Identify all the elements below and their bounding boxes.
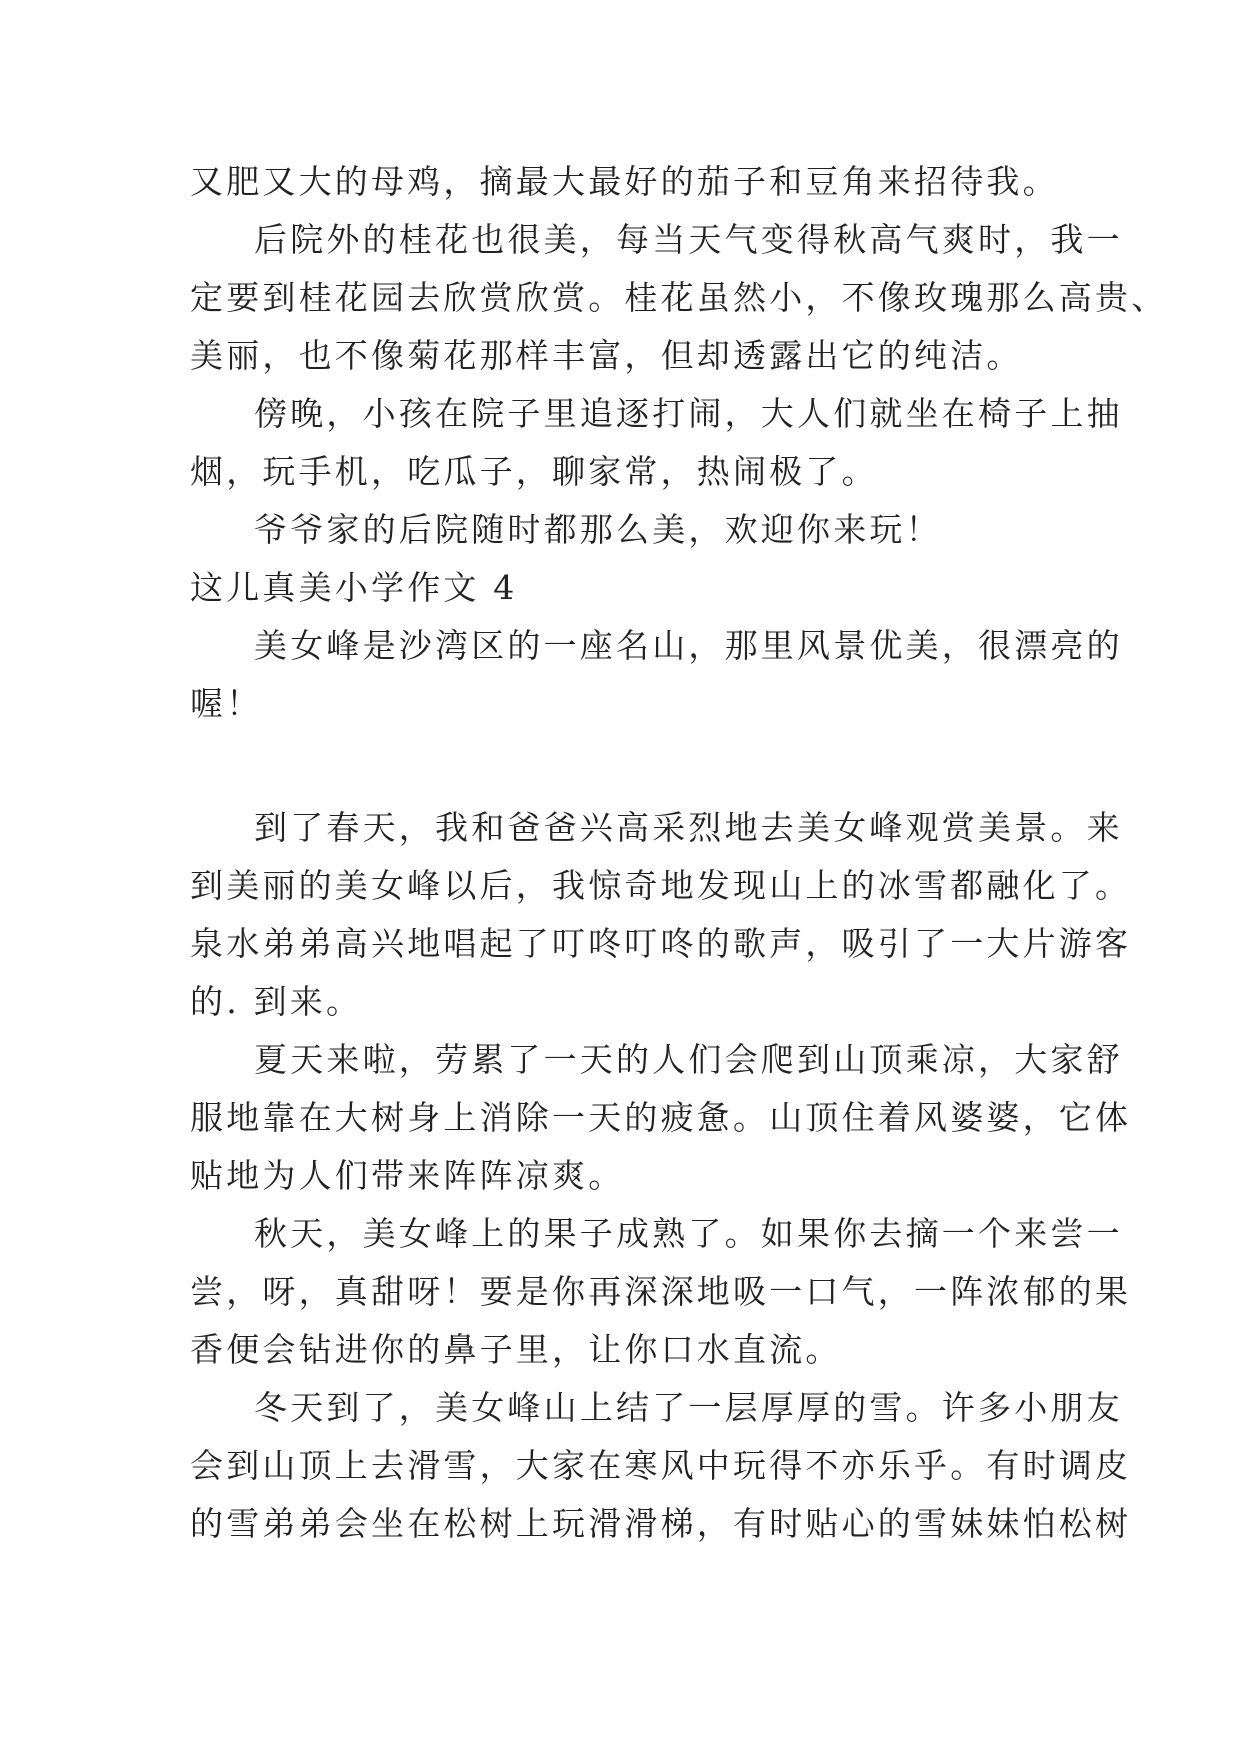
text-line: 尝，呀，真甜呀！要是你再深深地吸一口气，一阵浓郁的果 [190, 1272, 1132, 1311]
text-line: 烟，玩手机，吃瓜子，聊家常，热闹极了。 [190, 452, 878, 491]
text-line: 到美丽的美女峰以后，我惊奇地发现山上的冰雪都融化了。 [190, 866, 1132, 905]
text-line: 又肥又大的母鸡，摘最大最好的茄子和豆角来招待我。 [190, 162, 1059, 201]
text-line: 傍晚，小孩在院子里追逐打闹，大人们就坐在椅子上抽 [254, 394, 1123, 433]
text-line: 冬天到了，美女峰山上结了一层厚厚的雪。许多小朋友 [254, 1388, 1123, 1427]
text-line: 定要到桂花园去欣赏欣赏。桂花虽然小，不像玫瑰那么高贵、 [190, 278, 1168, 317]
text-line: 香便会钻进你的鼻子里，让你口水直流。 [190, 1330, 842, 1369]
text-line: 秋天，美女峰上的果子成熟了。如果你去摘一个来尝一 [254, 1214, 1123, 1253]
text-line: 贴地为人们带来阵阵凉爽。 [190, 1156, 625, 1195]
text-line: 泉水弟弟高兴地唱起了叮咚叮咚的歌声，吸引了一大片游客 [190, 924, 1132, 963]
text-line: 美女峰是沙湾区的一座名山，那里风景优美，很漂亮的 [254, 626, 1123, 665]
text-line: 会到山顶上去滑雪，大家在寒风中玩得不亦乐乎。有时调皮 [190, 1446, 1132, 1485]
section-heading: 这儿真美小学作文 4 [190, 568, 518, 607]
text-line: 后院外的桂花也很美，每当天气变得秋高气爽时，我一 [254, 220, 1123, 259]
text-line: 到了春天，我和爸爸兴高采烈地去美女峰观赏美景。来 [254, 808, 1123, 847]
text-line: 夏天来啦，劳累了一天的人们会爬到山顶乘凉，大家舒 [254, 1040, 1123, 1079]
text-line: 喔！ [190, 684, 263, 723]
text-line: 的雪弟弟会坐在松树上玩滑滑梯，有时贴心的雪妹妹怕松树 [190, 1504, 1132, 1543]
text-line: 爷爷家的后院随时都那么美，欢迎你来玩！ [254, 510, 942, 549]
text-line: 的. 到来。 [190, 982, 363, 1021]
text-line: 服地靠在大树身上消除一天的疲惫。山顶住着风婆婆，它体 [190, 1098, 1132, 1137]
text-line: 美丽，也不像菊花那样丰富，但却透露出它的纯洁。 [190, 336, 1023, 375]
